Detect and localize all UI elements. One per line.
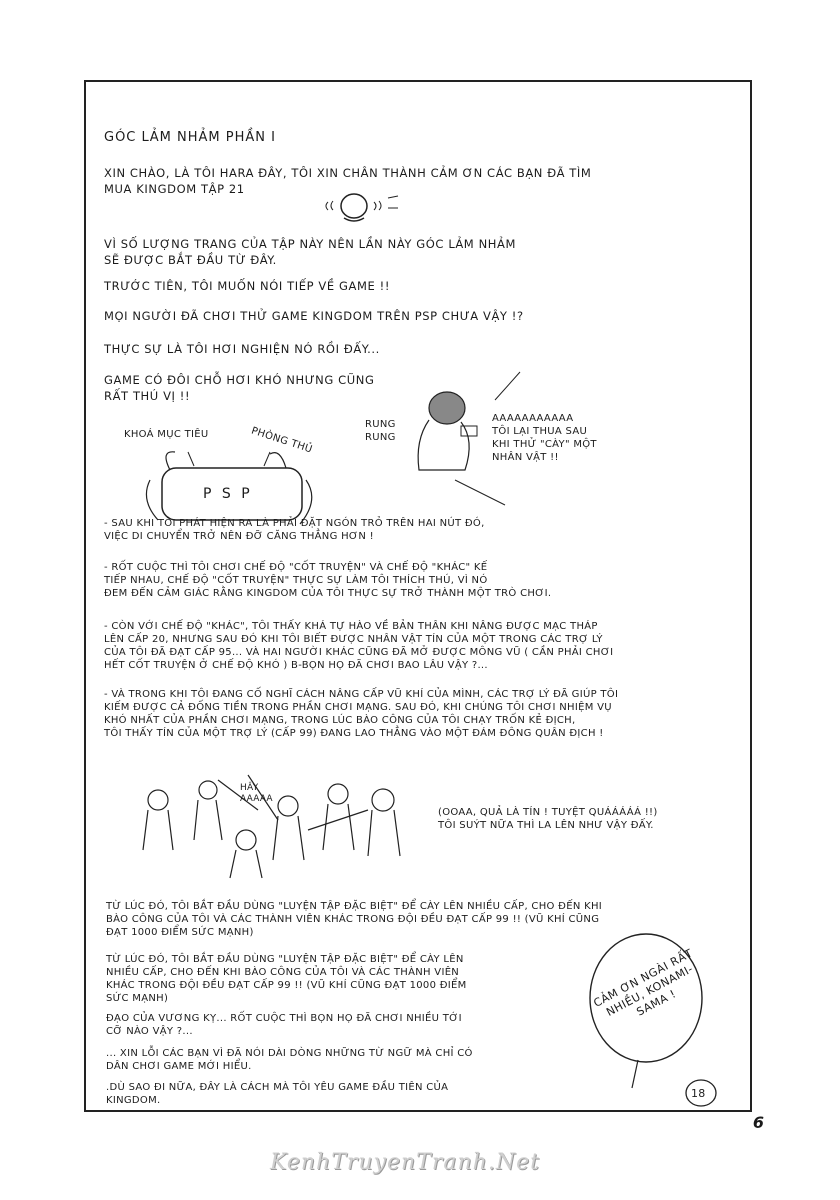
paragraph-vuong-ky: ĐẠO CỦA VƯƠNG KỴ... RỐT CUỘC THÌ BỌN HỌ ĐÃ CHƠI NHIỀU TỚI CỠ NÀO VẬY ?... — [106, 1013, 462, 1037]
page-number: 6 — [752, 1113, 764, 1132]
watermark: KenhTruyenTranh.Net — [270, 1150, 540, 1175]
label-psp: P S P — [203, 486, 253, 502]
paragraph-psp-question: MỌI NGƯỜI ĐÃ CHƠI THỬ GAME KINGDOM TRÊN PSP CHƯA VẬY !? — [104, 309, 524, 323]
paragraph-greeting: XIN CHÀO, LÀ TÔI HARA ĐÂY, TÔI XIN CHÂN THÀNH CẢM ƠN CÁC BẠN ĐÃ TÌM MUA KINGDOM TẬP 21 — [104, 166, 592, 196]
paragraph-apology: ... XIN LỖI CÁC BẠN VÌ ĐÃ NÓI DÀI DÒNG NHỮNG TỪ NGỮ MÀ CHỈ CÓ DÂN CHƠI GAME MỚI HIỂU. — [106, 1048, 473, 1072]
paragraph-addicted: THỰC SỰ LÀ TÔI HƠI NGHIỆN NÓ RỒI ĐẤY... — [104, 342, 380, 356]
thanks-text: CẢM ƠN NGÀI RẤT NHIỀU, KONAMI-SAMA ! — [591, 946, 696, 1019]
paragraph-training-repeat: TỪ LÚC ĐÓ, TÔI BẮT ĐẦU DÙNG "LUYỆN TẬP ĐẶC BIỆT" ĐỂ CÀY LÊN NHIỀU CẤP, CHO ĐẾN KHI BÀO CÔNG CỦA TÔI VÀ CÁC THÀNH VIÊN KHÁC TRONG ĐỘI ĐỀU ĐẠT CẤP 99 !! (VŨ KHÍ CŨNG ĐẠT 1000 ĐIỂM SỨC MẠNH) — [106, 954, 467, 1004]
paragraph-other-mode: - CÒN VỚI CHẾ ĐỘ "KHÁC", TÔI THẤY KHÁ TỰ HÀO VỀ BẢN THÂN KHI NÂNG ĐƯỢC MẠC THÁP LÊN CẤP 20, NHƯNG SAU ĐÓ KHI TÔI BIẾT ĐƯỢC NHÂN VẬT TÍN CỦA MỘT TRONG CÁC TRỢ LÝ CỦA TÔI ĐÃ ĐẠT CẤP 95... VÀ HAI NGƯỜI KHÁC CŨNG ĐÃ MỞ ĐƯỢC MÔNG VŨ ( CẦN PHẢI CHƠI HẾT CỐT TRUYỆN Ở CHẾ ĐỘ KHÓ ) B-BỌN HỌ ĐÃ CHƠI BAO LÂU VẬY ?... — [104, 621, 614, 671]
label-scream: AAAAAAAAAAA TÔI LẠI THUA SAU KHI THỬ "CÀY" MỘT NHÂN VẬT !! — [492, 413, 597, 463]
paragraph-story-mode: - RỐT CUỘC THÌ TÔI CHƠI CHẾ ĐỘ "CỐT TRUYỆN" VÀ CHẾ ĐỘ "KHÁC" KẾ TIẾP NHAU, CHẾ ĐỘ "CỐT TRUYỆN" THỰC SỰ LÀM TÔI THÍCH THÚ, VÌ NÓ ĐEM ĐẾN CẢM GIÁC RẰNG KINGDOM CỦA TÔI THỰC SỰ TRỞ THÀNH MỘT TRÒ CHƠI. — [104, 562, 552, 599]
paragraph-online: - VÀ TRONG KHI TÔI ĐANG CỐ NGHĨ CÁCH NÂNG CẤP VŨ KHÍ CỦA MÌNH, CÁC TRỢ LÝ ĐÃ GIÚP TÔI KIẾM ĐƯỢC CẢ ĐỐNG TIỀN TRONG PHẦN CHƠI MẠNG. SAU ĐÓ, KHI CHÚNG TÔI CHƠI NHIỆM VỤ KHÓ NHẤT CỦA PHẦN CHƠI MẠNG, TRONG LÚC BÀO CÔNG CỦA TÔI CHẠY TRỐN KẺ ĐỊCH, TÔI THẤY TÍN CỦA MỘT TRỢ LÝ (CẤP 99) ĐANG LAO THẲNG VÀO MỘT ĐÁM ĐÔNG QUÂN ĐỊCH ! — [104, 689, 619, 739]
page-title: GÓC LẢM NHẢM PHẦN I — [104, 130, 276, 145]
battle-sketch — [128, 770, 418, 880]
paragraph-training: TỪ LÚC ĐÓ, TÔI BẮT ĐẦU DÙNG "LUYỆN TẬP ĐẶC BIỆT" ĐỂ CÀY LÊN NHIỀU CẤP, CHO ĐẾN KHI BÀO CÔNG CỦA TÔI VÀ CÁC THÀNH VIÊN KHÁC TRONG ĐỘI ĐỀU ĐẠT CẤP 99 !! (VŨ KHÍ CŨNG ĐẠT 1000 ĐIỂM SỨC MẠNH) — [106, 901, 603, 938]
paragraph-buttons: - SAU KHI TÔI PHÁT HIỆN RA LÀ PHẢI ĐẶT NGÓN TRỎ TRÊN HAI NÚT ĐÓ, VIỆC DI CHUYỂN TRỞ NÊN ĐỠ CĂNG THẲNG HƠN ! — [104, 518, 485, 542]
paragraph-difficult: GAME CÓ ĐÔI CHỖ HƠI KHÓ NHƯNG CŨNG RẤT THÚ VỊ !! — [104, 373, 375, 403]
paragraph-intro: VÌ SỐ LƯỢNG TRANG CỦA TẬP NÀY NÊN LẦN NÀY GÓC LẢM NHẢM SẼ ĐƯỢC BẮT ĐẦU TỪ ĐÂY. — [104, 237, 517, 267]
face-doodle — [322, 190, 422, 230]
paragraph-game: TRƯỚC TIÊN, TÔI MUỐN NÓI TIẾP VỀ GAME !! — [104, 279, 391, 293]
label-target-lock: KHOÁ MỤC TIÊU — [124, 429, 209, 440]
label-wow: (OOAA, QUẢ LÀ TÍN ! TUYỆT QUÁÁÁÁÁ !!) TÔI SUÝT NỮA THÌ LA LÊN NHƯ VẬY ĐẤY. — [438, 807, 658, 831]
label-defend: PHÒNG THỦ — [249, 425, 314, 456]
paragraph-love-game: .DÙ SAO ĐI NỮA, ĐÂY LÀ CÁCH MÀ TÔI YÊU GAME ĐẦU TIÊN CỦA KINGDOM. — [106, 1082, 449, 1106]
signature-number: 18 — [691, 1087, 706, 1100]
label-rung: RUNG RUNG — [365, 419, 396, 443]
label-hay: HÂY AAAAA — [240, 783, 273, 804]
